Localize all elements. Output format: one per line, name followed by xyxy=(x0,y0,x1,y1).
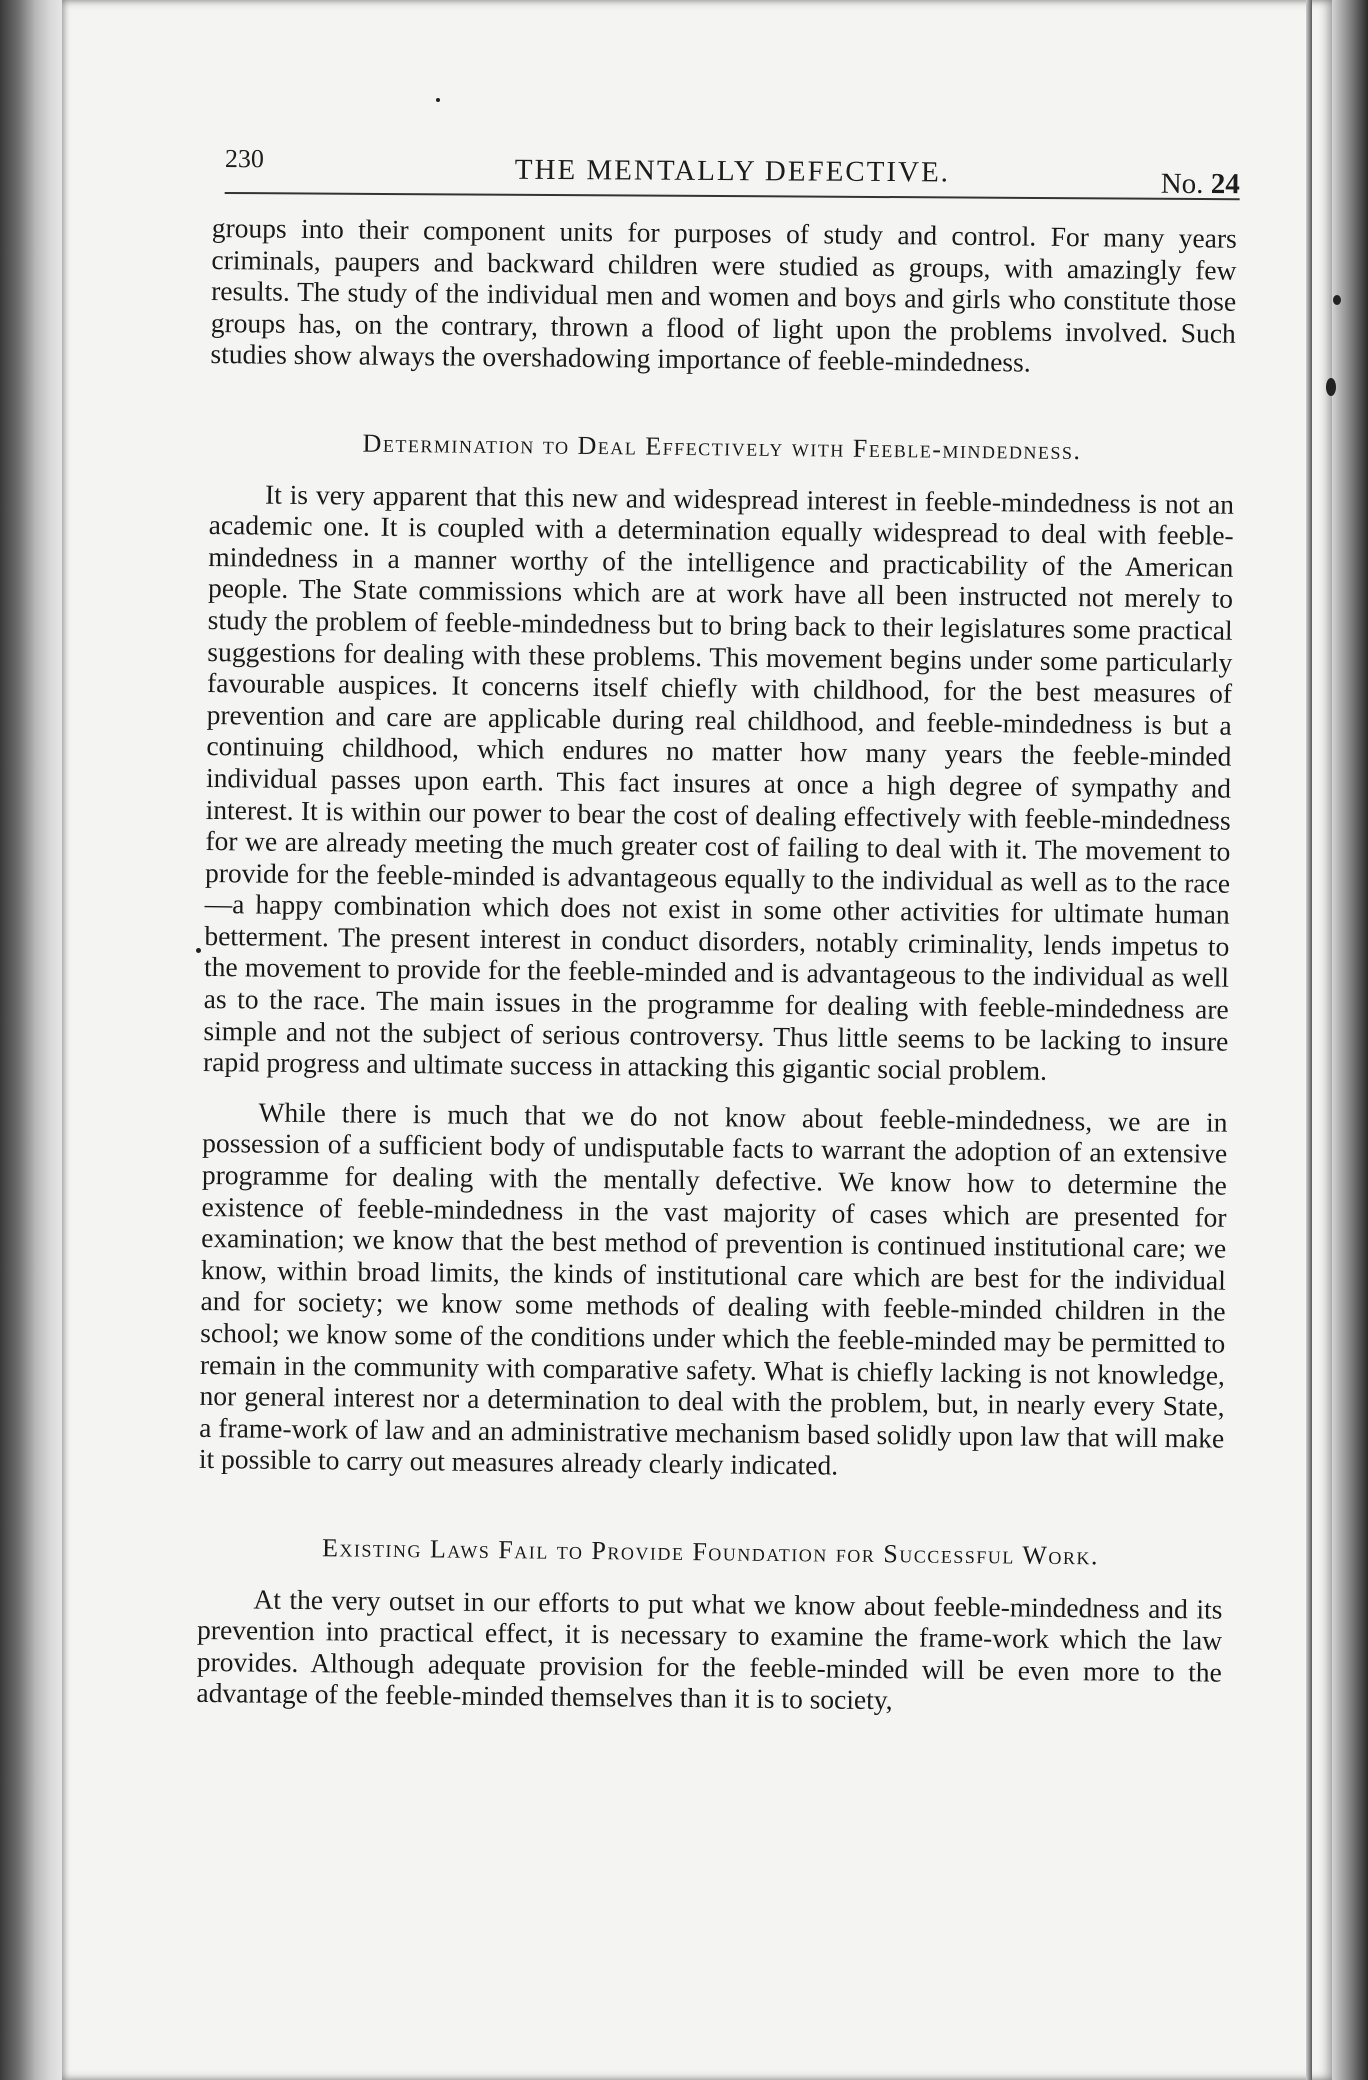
issue-number-value: 24 xyxy=(1210,168,1240,201)
paragraph-determination: It is very apparent that this new and widespread interest in feeble-mindedness is not an academic one. It is coupled with a determination equally widespread to deal with feeble-mindedness in a manner worthy of the intelligence and practicability of the American people. The State commissions which are at work have all been instructed not merely to study the problem of feeble-mindedness but to bring back to their legislatures some practical suggestions for dealing with these problems. This movement begins under some particularly favourable auspices. It concerns itself chiefly with childhood, for the best measures of prevention and care are applicable during real childhood, and feeble-mindedness is but a continuing childhood, which endures no matter how many years the feeble-minded individual passes upon earth. This fact insures at once a high degree of sympathy and interest. It is within our power to bear the cost of dealing effectively with feeble-mindedness for we are already meeting the much greater cost of failing to deal with it. The movement to provide for the feeble-minded is advantageous equally to the individual as well as to the race—a happy combination which does not exist in some other activities for ultimate human betterment. The present interest in conduct disorders, notably criminality, lends impetus to the movement to provide for the feeble-minded and is advantageous to the individual as well as to the race. The main issues in the programme for dealing with feeble-mindedness are simple and not the subject of serious controversy. Thus little seems to be lacking to insure rapid progress and ultimate success in attacking this gigantic social problem. xyxy=(202,478,1235,1087)
margin-speck xyxy=(1326,378,1336,396)
running-title: THE MENTALLY DEFECTIVE. xyxy=(514,153,951,189)
margin-speck xyxy=(1333,295,1341,305)
margin-speck xyxy=(436,98,440,102)
body-text xyxy=(196,212,1237,1720)
running-header xyxy=(225,140,1240,200)
section-heading-existing-laws: Existing Laws Fail to Provide Foundation for Successful Work. xyxy=(321,1533,1100,1571)
section-heading-determination: Determination to Deal Effectively with Feeble-mindedness. xyxy=(362,428,1082,466)
page-edge xyxy=(1306,0,1312,2080)
paragraph-existing-laws: At the very outset in our efforts to put what we know about feeble-mindedness and its prevention into practical effect, it is necessary to examine the frame-work which the law provides. Although adequate provision for the feeble-minded will be even more to the advantage of the feeble-minded themselves than it is to society, xyxy=(196,1583,1223,1716)
page-number: 230 xyxy=(224,143,264,174)
paragraph-knowledge: While there is much that we do not know about feeble-mindedness, we are in possession of a sufficient body of undisputable facts to warrant the adoption of an extensive programme for dealing with the mentally defective. We know how to determine the existence of feeble-mindedness in the vast majority of cases which are presented for examination; we know that the best method of prevention is continued institutional care; we know, within broad limits, the kinds of institutional care which are best for the individual and for society; we know some methods of dealing with feeble-minded children in the school; we know some of the conditions under which the feeble-minded may be permitted to remain in the community with comparative safety. What is chiefly lacking is not knowledge, nor general interest nor a determination to deal with the problem, but, in nearly every State, a frame-work of law and an administrative mechanism based solidly upon law that will make it possible to carry out measures already clearly indicated. xyxy=(198,1096,1228,1481)
issue-prefix: No. xyxy=(1160,167,1204,200)
margin-speck xyxy=(196,948,201,953)
opening-paragraph: groups into their component units for purposes of study and control. For many years criminals, paupers and backward children were studied as groups, with amazingly few results. The study of the individual men and women and boys and girls who constitute those groups has, on the contrary, thrown a flood of light upon the problems involved. Such studies show always the overshadowing importance of feeble-mindedness. xyxy=(210,212,1237,378)
issue-number xyxy=(1161,168,1240,201)
